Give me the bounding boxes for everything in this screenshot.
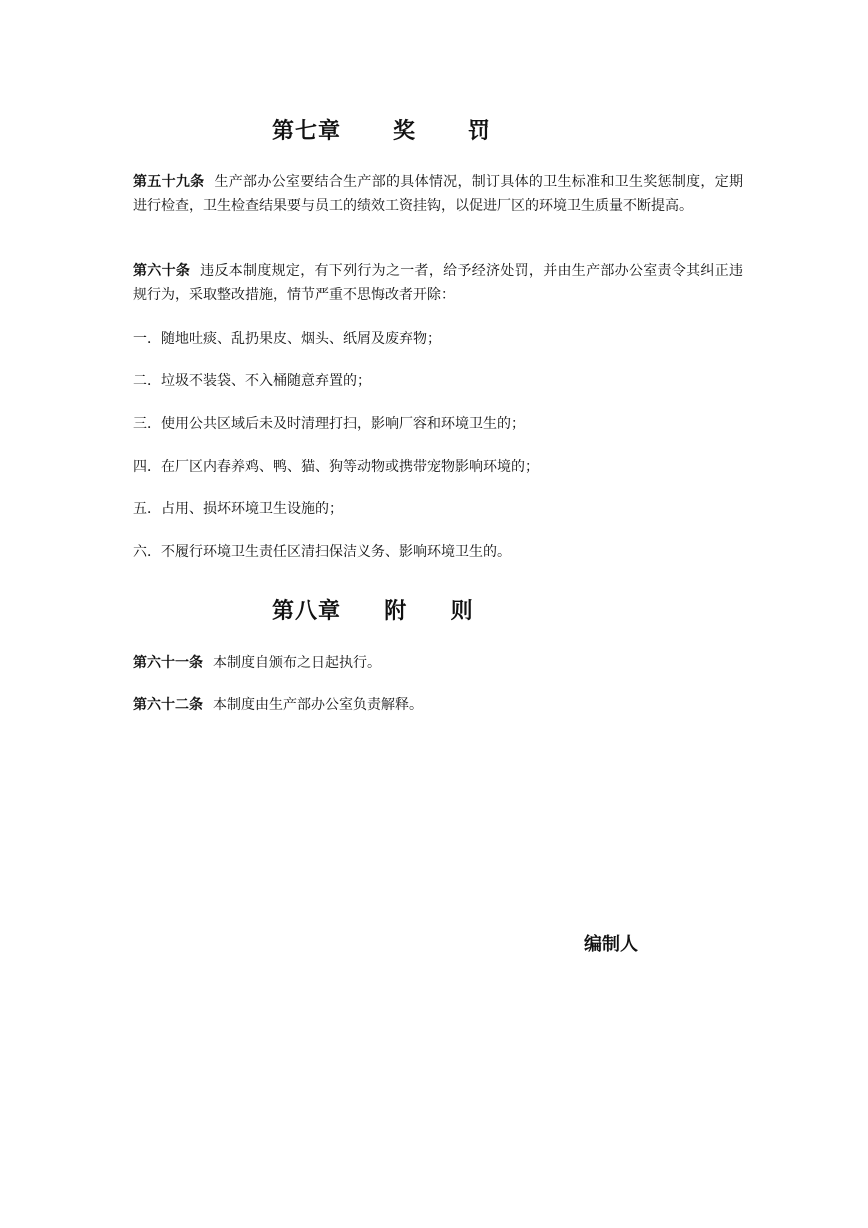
article-61-text: 本制度自颁布之日起执行。 (213, 655, 381, 671)
list-item: 六．不履行环境卫生责任区清扫保洁义务、影响环境卫生的。 (133, 544, 511, 560)
article-62-label: 第六十二条 (133, 697, 203, 713)
list-item: 四．在厂区内春养鸡、鸭、猫、狗等动物或携带宠物影响环境的； (133, 459, 539, 475)
article-59-text: 生产部办公室要结合生产部的具体情况，制订具体的卫生标准和卫生奖惩制度，定期进行检查，卫生检查结果要与员工的绩效工资挂钩，以促进厂区的环境卫生质量不断提高。 (133, 174, 744, 214)
list-item: 五．占用、损坏环境卫生设施的； (133, 501, 343, 517)
article-62-text: 本制度由生产部办公室负责解释。 (213, 697, 423, 713)
article-59-label: 第五十九条 (133, 174, 205, 190)
article-60-label: 第六十条 (133, 263, 191, 279)
list-item: 二．垃圾不装袋、不入桶随意弃置的； (133, 373, 371, 389)
chapter-8-title: 第八章 附 则 (272, 599, 474, 624)
article-59 (133, 170, 743, 218)
article-61-label: 第六十一条 (133, 655, 203, 671)
article-60-text: 违反本制度规定，有下列行为之一者，给予经济处罚，并由生产部办公室责令其纠正违规行为，采取整改措施，情节严重不思悔改者开除： (133, 263, 743, 303)
article-61 (133, 651, 743, 675)
chapter-7-title: 第七章 奖 罚 (272, 119, 491, 144)
article-60 (133, 259, 743, 307)
author-signature-label: 编制人 (584, 934, 638, 955)
article-62 (133, 693, 743, 717)
list-item: 一．随地吐痰、乱扔果皮、烟头、纸屑及废弃物； (133, 331, 441, 347)
list-item: 三．使用公共区域后未及时清理打扫，影响厂容和环境卫生的； (133, 416, 525, 432)
